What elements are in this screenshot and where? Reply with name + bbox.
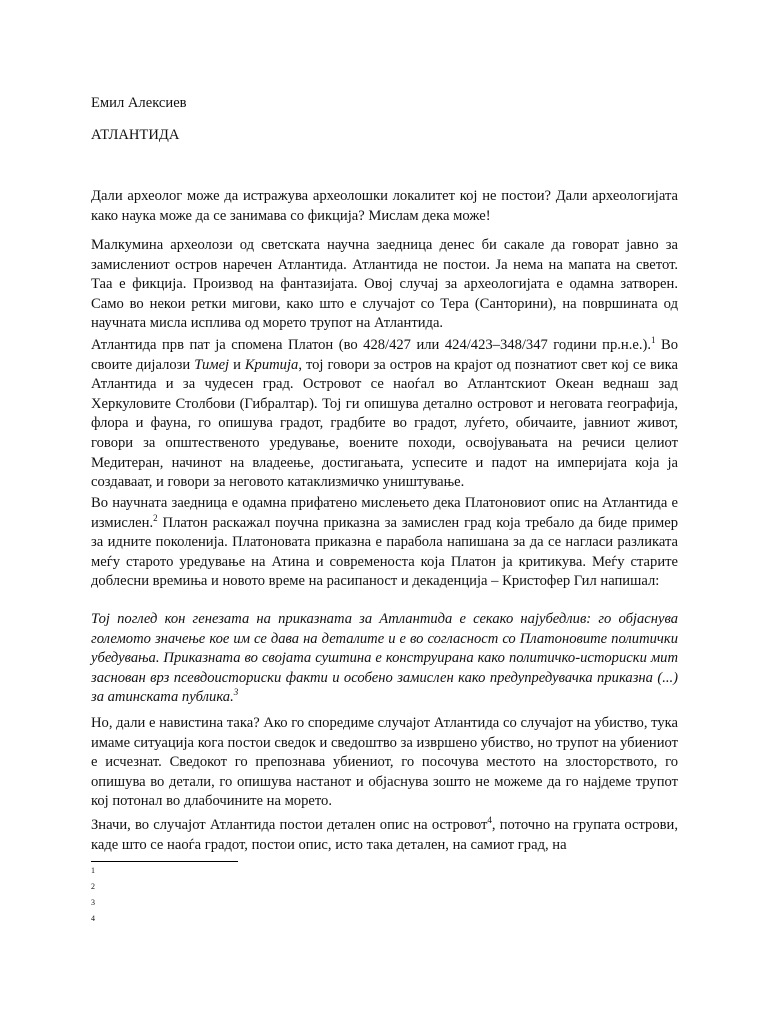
footnote-ref-3[interactable]: 3	[233, 687, 239, 698]
paragraph-2: Малкумина археолози од светската научна заедница денес би сакале да говорат јавно за замислениот остров наречен Атлантида. Атлантида не постои. Ја нема на мапата на светот. Таа е фикција. Производ на фантазијата. Овој случај за археологијата е одамна затворен. Само во некои ретки мигови, како што е случајот со Тера (Санторини), на површината од научната мисла исплива од морето трупот на Атлантида.	[91, 237, 678, 332]
paragraph-7-text-a: Значи, во случајот Атлантида постои детален опис на островот	[91, 817, 488, 833]
block-quote	[91, 610, 678, 708]
document-title: АТЛАНТИДА	[91, 127, 180, 143]
footnote-ref-2[interactable]: 2	[153, 512, 158, 523]
author-name: Емил Алексиев	[91, 95, 187, 111]
quote-text: Тој поглед кон генезата на приказната за Атлантида е секако најубедлив: го објаснува големото значење кое им се дава на деталите и е во согласност со Платоновите политички убедувања. Приказната во својата суштина е конструирана како политичко-историски мит заснован врз псевдоисториски факти и особено замислен како предупредувачка приказна (...) за атинската публика.	[91, 611, 678, 706]
footnote-3: 3	[91, 898, 95, 907]
footnote-4: 4	[91, 914, 95, 923]
footnote-ref-1[interactable]: 1	[650, 335, 656, 346]
paragraph-7	[91, 816, 678, 855]
paragraph-4-text-a: Во научната заедница е одамна прифатено мислењето дека Платоновиот опис на Атлантида е измислен.	[91, 495, 678, 531]
paragraph-3	[91, 336, 678, 493]
footnote-separator	[91, 861, 238, 862]
work-title-critias: Критија	[244, 356, 299, 373]
footnote-2: 2	[91, 882, 95, 891]
paragraph-3-text-a: Атлантида прв пат ја спомена Платон (во 428/427 или 424/423–348/347 години пр.н.е.).	[91, 337, 651, 353]
paragraph-7-text-b: , поточно на групата острови, каде што се наоѓа градот, постои опис, исто така детален, на самиот град, на	[91, 817, 678, 853]
paragraph-3-text-c: и	[229, 356, 245, 373]
paragraph-intro: Дали археолог може да истражува археолошки локалитет кој не постои? Дали археологијата како наука може да се занимава со фикција? Мислам дека може!	[91, 188, 678, 224]
footnote-1: 1	[91, 866, 95, 875]
paragraph-4-text-b: Платон раскажал поучна приказна за замислен град која требало да биде пример за идните поколенија. Платоновата приказна е парабола напишана за да се нагласи разликата меѓу старото уредување на Атина и современоста која Платон ја критикува. Меѓу старите доблесни времиња и новото време на расипаност и декаденција – Кристофер Гил напишал:	[91, 514, 678, 590]
footnote-ref-4[interactable]: 4	[487, 815, 492, 826]
work-title-timaeus: Тимеј	[194, 356, 230, 373]
paragraph-4	[91, 494, 678, 592]
paragraph-6: Но, дали е навистина така? Ако го споредиме случајот Атлантида со случајот на убиство, тука имаме ситуација кога постои сведок и сведоштво за извршено убиство, но трупот на убиениот е исчезнат. Сведокот го препознава убиениот, го посочува местото на злосторството, го опишува во детали, го опишува настанот и објаснува зошто не можеме да го најдеме трупот кој потонал во длабочините на морето.	[91, 715, 678, 810]
paragraph-3-text-d: , тој говори за остров на крајот од познатиот свет кој се вика Атлантида и за чудесен град. Островот се наоѓал во Атлантскиот Океан веднаш зад Херкуловите Столбови (Гибралтар). Тој ги опишува детално островот и неговата географија, флора и фауна, го опишува градот, градбите во градот, луѓето, обичаите, јавниот живот, говори за општественото уредување, воените походи, освојувањата на речиси целиот Медитеран, начинот на владеење, достигањата, успесите и падот на империјата која ја создаваат, и говори за неговото катаклизмичко уништување.	[91, 356, 679, 491]
paragraph-3-text-b: Во своите дијалози	[91, 337, 678, 373]
